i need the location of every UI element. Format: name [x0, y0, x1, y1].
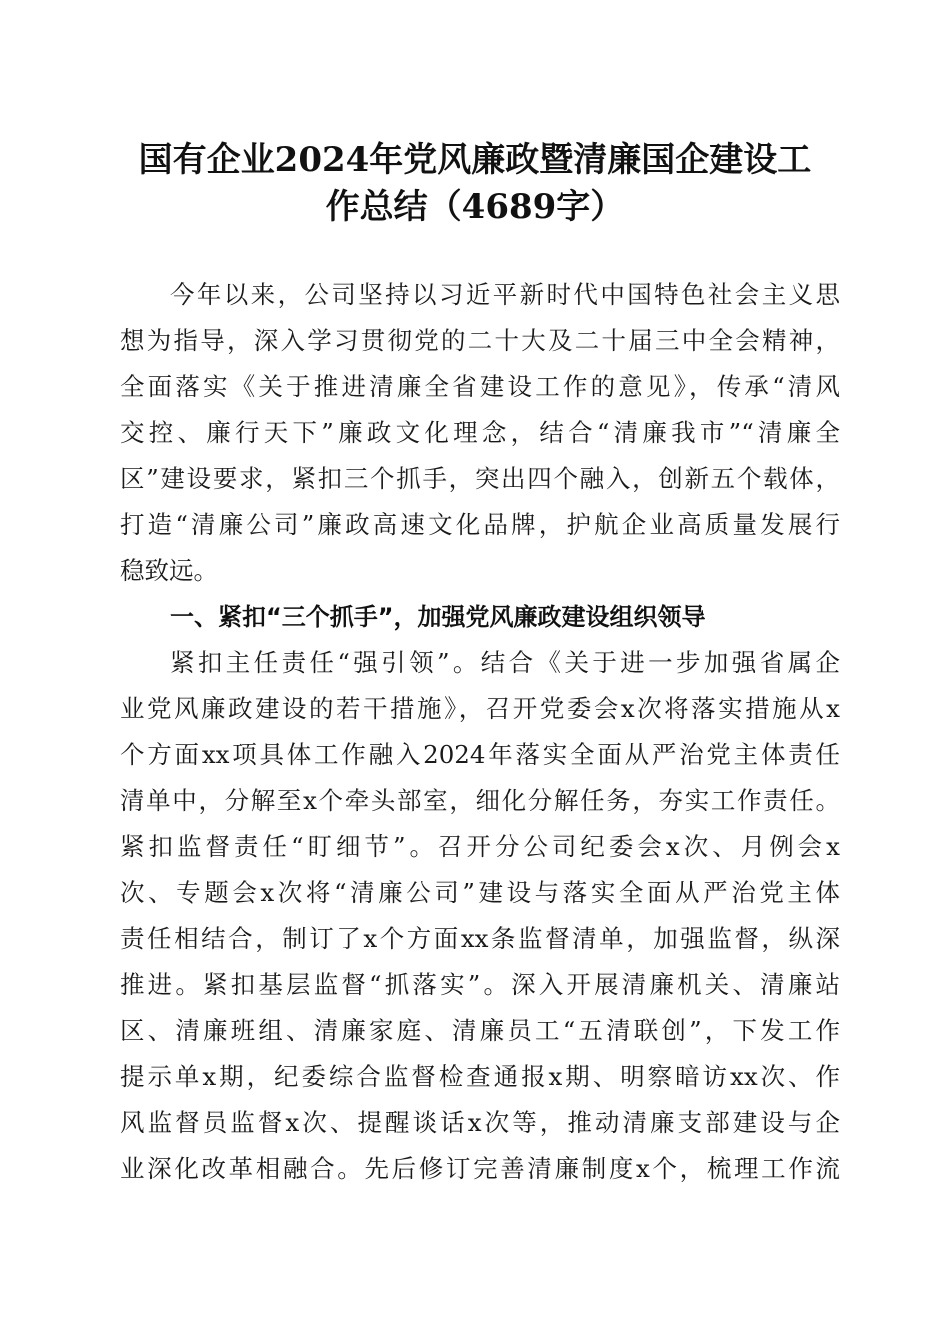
document-title-line-2: 作总结（4689字）: [325, 187, 625, 227]
paragraph-line: 个方面xx项具体工作融入2024年落实全面从严治党主体责任: [120, 740, 840, 769]
paragraph-line: 责任相结合，制订了x个方面xx条监督清单，加强监督，纵深: [120, 924, 840, 953]
paragraph-line: 业党风廉政建设的若干措施》，召开党委会x次将落实措施从x: [120, 694, 840, 723]
paragraph-line: 提示单x期，纪委综合监督检查通报x期、明察暗访xx次、作: [120, 1062, 840, 1091]
paragraph-line: 推进。紧扣基层监督“抓落实”。深入开展清廉机关、清廉站: [120, 970, 840, 999]
paragraph-line: 紧扣主任责任“强引领”。结合《关于进一步加强省属企: [170, 648, 840, 677]
paragraph-line: 区、清廉班组、清廉家庭、清廉员工“五清联创”，下发工作: [120, 1016, 840, 1045]
paragraph-line: 区”建设要求，紧扣三个抓手，突出四个融入，创新五个载体，: [120, 464, 840, 493]
paragraph-line: 打造“清廉公司”廉政高速文化品牌，护航企业高质量发展行: [120, 510, 840, 539]
paragraph-line: 想为指导，深入学习贯彻党的二十大及二十届三中全会精神，: [120, 326, 840, 355]
document-title-line-1: 国有企业2024年党风廉政暨清廉国企建设工: [138, 140, 812, 180]
paragraph-line: 次、专题会x次将“清廉公司”建设与落实全面从严治党主体: [120, 878, 840, 907]
paragraph-line: 清单中，分解至x个牵头部室，细化分解任务，夯实工作责任。: [120, 786, 840, 815]
paragraph-line: 交控、廉行天下”廉政文化理念，结合“清廉我市”“清廉全: [120, 418, 840, 447]
paragraph-line: 业深化改革相融合。先后修订完善清廉制度x个，梳理工作流: [120, 1154, 840, 1183]
paragraph-line: 风监督员监督x次、提醒谈话x次等，推动清廉支部建设与企: [120, 1108, 840, 1137]
paragraph-line: 紧扣监督责任“盯细节”。召开分公司纪委会x次、月例会x: [120, 832, 840, 861]
section-heading-1: 一、紧扣“三个抓手”，加强党风廉政建设组织领导: [170, 603, 706, 631]
paragraph-line: 今年以来，公司坚持以习近平新时代中国特色社会主义思: [170, 280, 840, 309]
paragraph-line: 稳致远。: [120, 556, 218, 585]
paragraph-line: 全面落实《关于推进清廉全省建设工作的意见》，传承“清风: [120, 372, 840, 401]
